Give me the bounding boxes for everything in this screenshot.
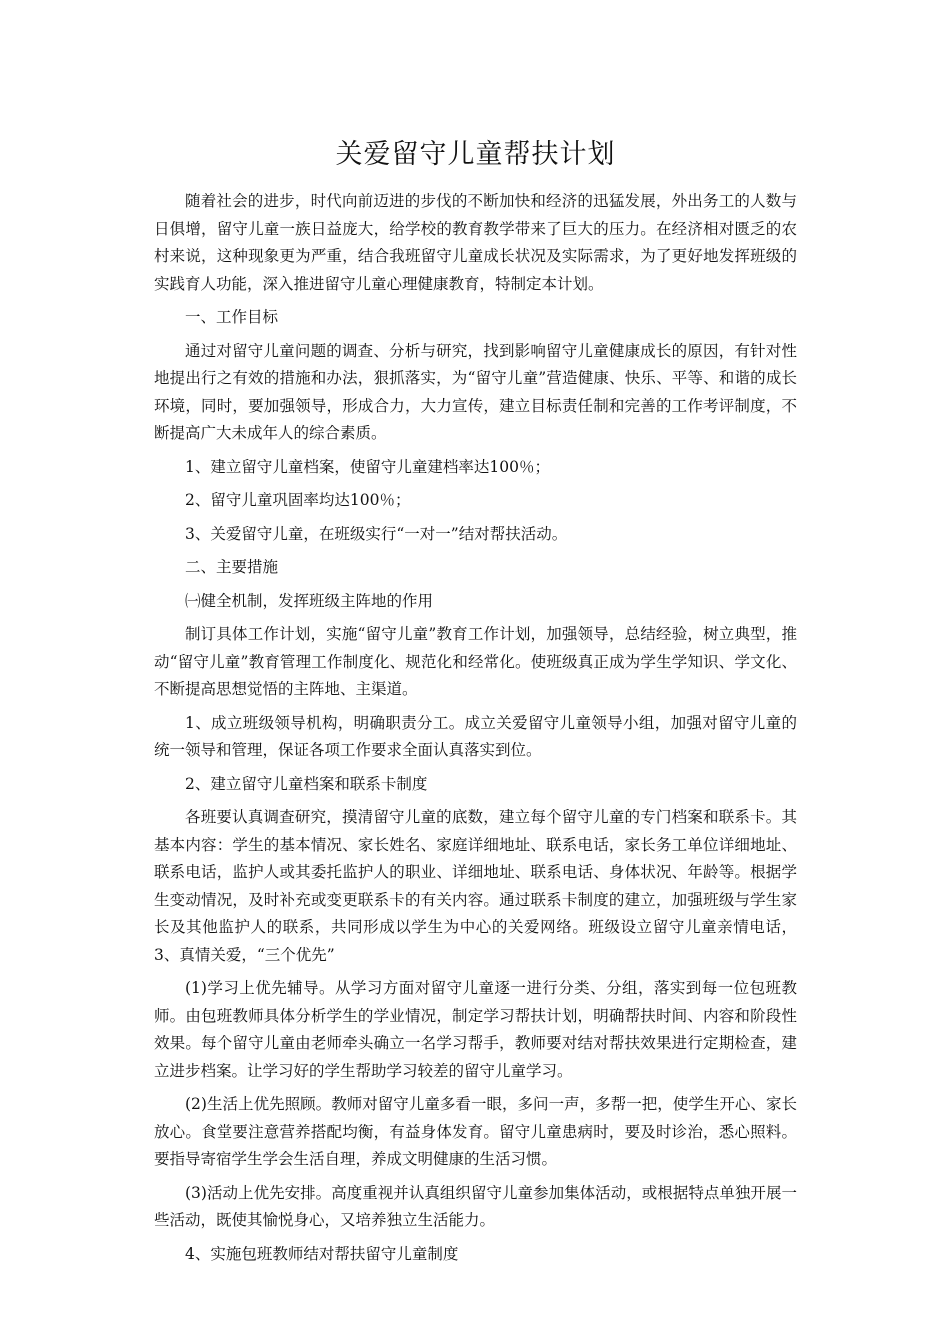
section-heading-measures: 二、主要措施 [185,558,279,576]
document-page [154,128,797,1268]
goal-item-1: 1、建立留守儿童档案，使留守儿童建档率达100％； [185,457,550,476]
goal-item-3: 3、关爱留守儿童，在班级实行“一对一”结对帮扶活动。 [185,524,568,543]
measure-item-1: 1、成立班级领导机构，明确职责分工。成立关爱留守儿童领导小组，加强对留守儿童的统一领导和管理，保证各项工作要求全面认真落实到位。 [154,713,797,759]
subsection-heading-mechanism: ㈠健全机制，发挥班级主阵地的作用 [185,591,434,610]
measure-item-2-heading: 2、建立留守儿童档案和联系卡制度 [185,774,428,793]
priority-life: (2)生活上优先照顾。教师对留守儿童多看一眼，多问一声，多帮一把，使学生开心、家长放心。食堂要注意营养搭配均衡，有益身体发育。留守儿童患病时，要及时诊治，悉心照料。要指导寄宿学生学会生活自理，养成文明健康的生活习惯。 [154,1095,797,1168]
measure-item-4-heading: 4、实施包班教师结对帮扶留守儿童制度 [185,1244,459,1263]
intro-paragraph: 随着社会的进步，时代向前迈进的步伐的不断加快和经济的迅猛发展，外出务工的人数与日俱增，留守儿童一族日益庞大，给学校的教育教学带来了巨大的压力。在经济相对匮乏的农村来说，这种现象更为严重，结合我班留守儿童成长状况及实际需求，为了更好地发挥班级的实践育人功能，深入推进留守儿童心理健康教育，特制定本计划。 [154,192,797,293]
document-title: 关爱留守儿童帮扶计划 [335,139,616,170]
goals-paragraph: 通过对留守儿童问题的调查、分析与研究，找到影响留守儿童健康成长的原因，有针对性地提出行之有效的措施和办法，狠抓落实，为“留守儿童”营造健康、快乐、平等、和谐的成长环境，同时，要加强领导，形成合力，大力宣传，建立目标责任制和完善的工作考评制度，不断提高广大未成年人的综合素质。 [154,341,797,442]
mechanism-paragraph: 制订具体工作计划，实施“留守儿童”教育工作计划，加强领导，总结经验，树立典型，推动“留守儿童”教育管理工作制度化、规范化和经常化。使班级真正成为学生学知识、学文化、不断提高思想觉悟的主阵地、主渠道。 [154,625,797,698]
goal-item-2: 2、留守儿童巩固率均达100％； [185,491,411,509]
priority-activity: (3)活动上优先安排。高度重视并认真组织留守儿童参加集体活动，或根据特点单独开展一些活动，既使其愉悦身心，又培养独立生活能力。 [154,1183,797,1229]
priority-study: (1)学习上优先辅导。从学习方面对留守儿童逐一进行分类、分组，落实到每一位包班教师。由包班教师具体分析学生的学业情况，制定学习帮扶计划，明确帮扶时间、内容和阶段性效果。每个留守儿童由老师牵头确立一名学习帮手，教师要对结对帮扶效果进行定期检查，建立进步档案。让学习好的学生帮助学习较差的留守儿童学习。 [154,979,797,1080]
archive-paragraph: 各班要认真调查研究，摸清留守儿童的底数，建立每个留守儿童的专门档案和联系卡。其基本内容：学生的基本情况、家长姓名、家庭详细地址、联系电话，家长务工单位详细地址、联系电话，监护人或其委托监护人的职业、详细地址、联系电话、身体状况、年龄等。根据学生变动情况，及时补充或变更联系卡的有关内容。通过联系卡制度的建立，加强班级与学生家长及其他监护人的联系，共同形成以学生为中心的关爱网络。班级设立留守儿童亲情电话，3、真情关爱，“三个优先” [154,808,797,964]
section-heading-goals: 一、工作目标 [185,308,279,326]
